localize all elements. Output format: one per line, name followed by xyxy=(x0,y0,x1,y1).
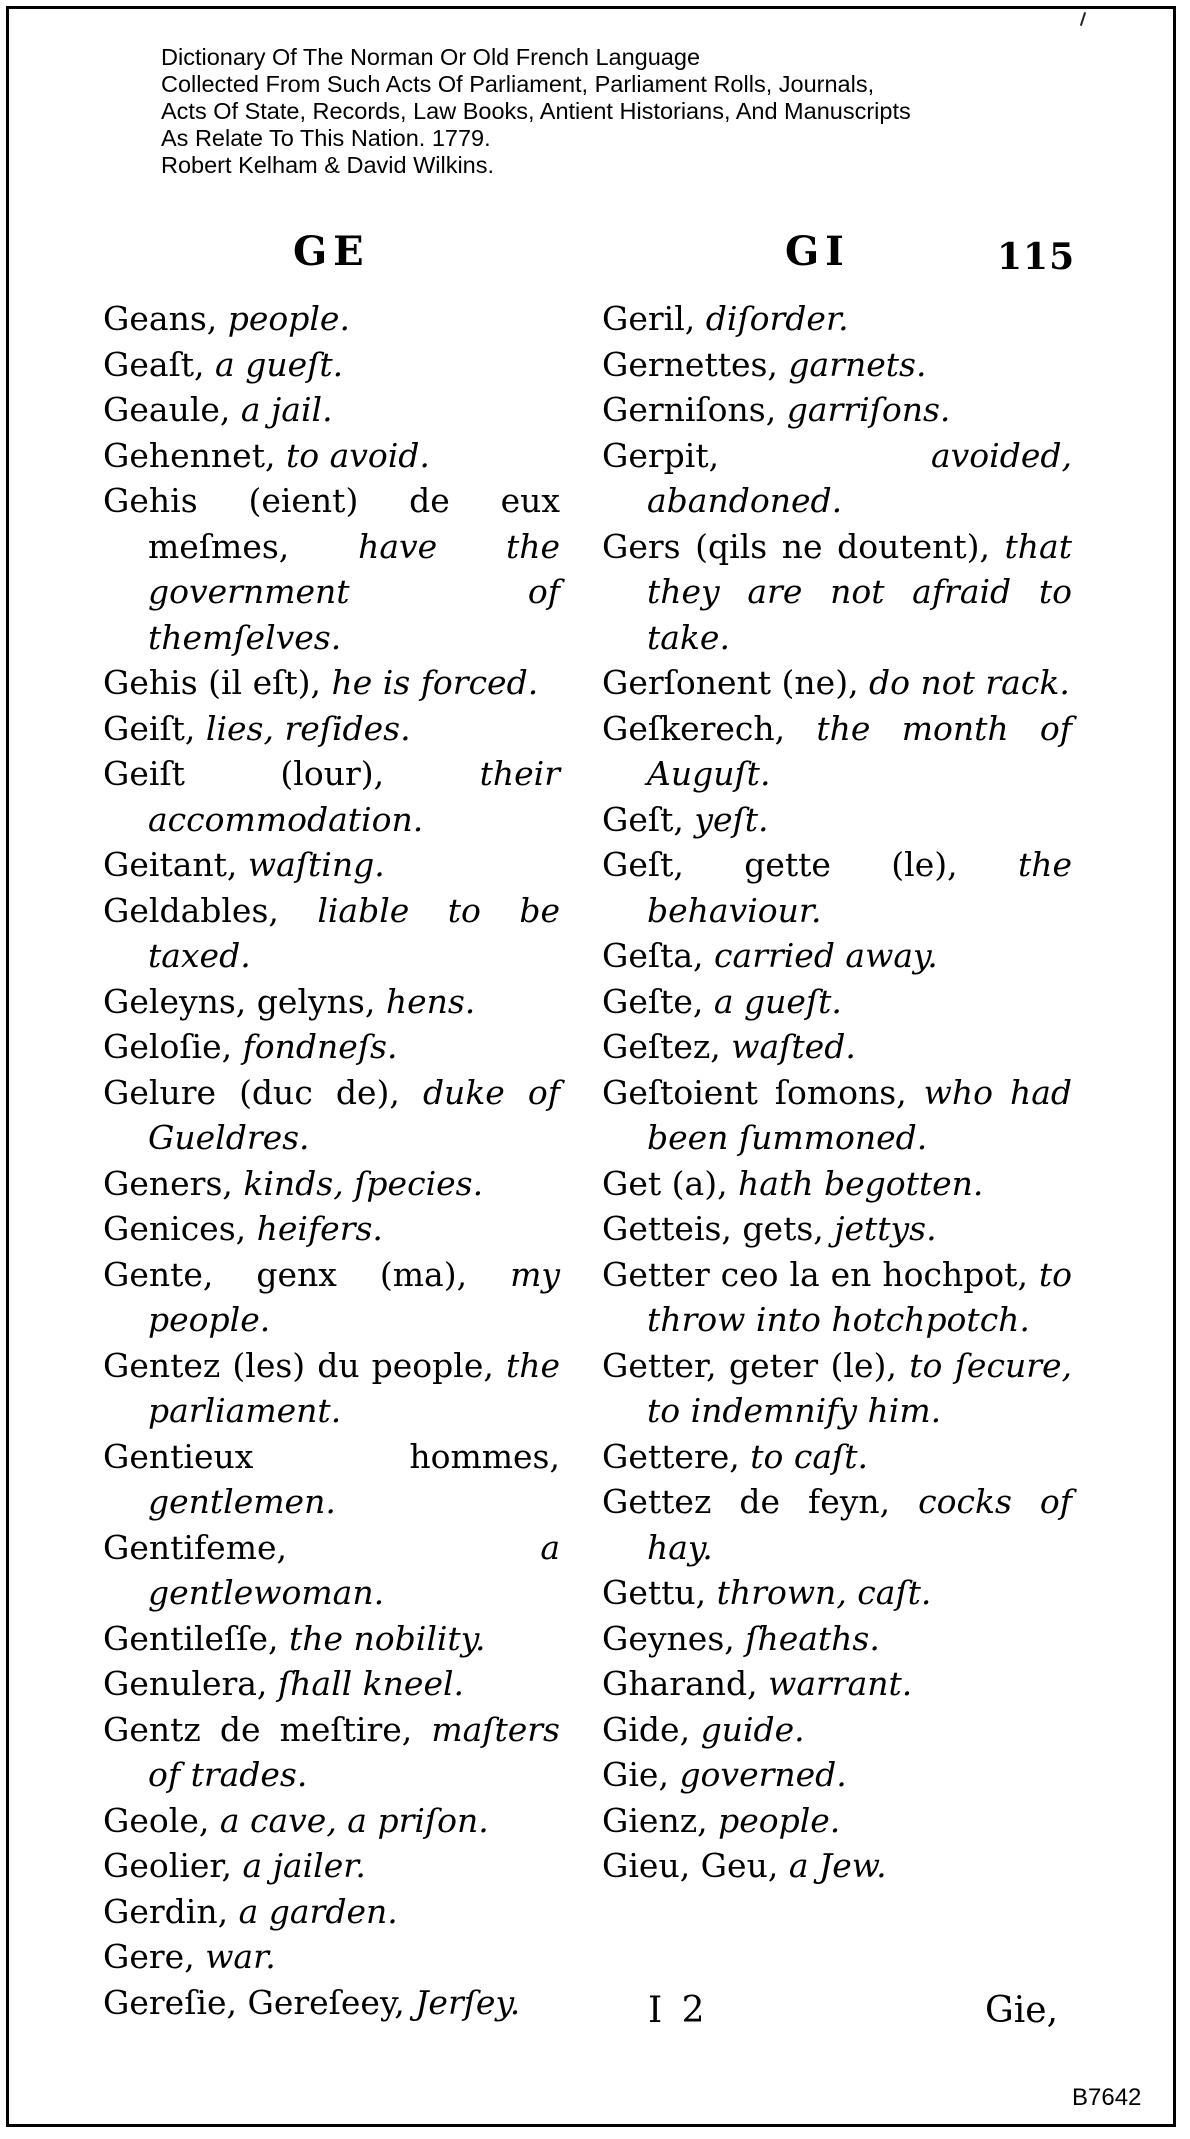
entry-definition: their accommodation. xyxy=(148,754,560,839)
entry-definition: diſorder. xyxy=(705,299,849,338)
entry-headword: Geolier, xyxy=(103,1846,243,1885)
dictionary-entry xyxy=(602,387,1072,433)
dictionary-entry xyxy=(602,660,1072,706)
dictionary-entry xyxy=(103,1661,560,1707)
entry-definition: maſters of trades. xyxy=(148,1709,560,1794)
entry-definition: duke of Gueldres. xyxy=(148,1072,560,1157)
dictionary-entry xyxy=(103,842,560,888)
entry-definition: people. xyxy=(718,1800,841,1840)
dictionary-entry xyxy=(602,797,1072,843)
entry-definition: to ſecure, to indemnify him. xyxy=(647,1345,1072,1430)
entry-definition: the parliament. xyxy=(148,1345,560,1430)
dictionary-entry xyxy=(103,1843,560,1889)
entry-headword: Gehennet, xyxy=(103,435,286,475)
entry-headword: Gharand, xyxy=(602,1664,769,1703)
entry-headword: Geitant, xyxy=(103,845,248,884)
dictionary-entry xyxy=(602,1024,1072,1070)
dictionary-entry xyxy=(103,1206,560,1252)
entry-headword: Geſkerech, xyxy=(602,708,817,748)
entry-headword: Gerdin, xyxy=(103,1891,239,1931)
entry-definition: to throw into hotchpotch. xyxy=(647,1254,1072,1339)
entry-definition: he is forced. xyxy=(331,663,539,702)
entry-headword: Genulera, xyxy=(103,1664,278,1703)
entry-headword: Gers (qils ne doutent), xyxy=(602,526,1005,566)
entry-headword: Geril, xyxy=(602,299,706,338)
dictionary-entry xyxy=(103,1070,560,1161)
entry-definition: waſting. xyxy=(247,845,385,884)
entry-definition: ſhall kneel. xyxy=(277,1664,465,1703)
right-column xyxy=(602,296,1072,1889)
dictionary-entry xyxy=(602,1479,1072,1570)
dictionary-entry xyxy=(103,1434,560,1525)
entry-headword: Geiſt, xyxy=(103,708,206,748)
entry-definition: a jail. xyxy=(240,390,333,429)
entry-headword: Gerpit, xyxy=(602,435,931,475)
entry-headword: Gereſie, Gereſeey, xyxy=(103,1982,416,2022)
entry-headword: Gieu, Geu, xyxy=(602,1846,789,1885)
entry-headword: Geſta, xyxy=(602,936,715,975)
dictionary-entry xyxy=(103,888,560,979)
metadata-block xyxy=(161,44,1061,179)
dictionary-entry xyxy=(602,1252,1072,1343)
entry-headword: Gehis (il eſt), xyxy=(103,663,332,702)
entry-definition: gentlemen. xyxy=(148,1482,336,1521)
dictionary-entry xyxy=(602,1752,1072,1798)
entry-definition: garnets. xyxy=(788,344,927,384)
entry-definition: a jailer. xyxy=(242,1846,366,1885)
entry-headword: Genices, xyxy=(103,1209,257,1248)
metadata-line: Collected From Such Acts Of Parliament, Parliament Rolls, Journals, xyxy=(161,71,875,97)
entry-headword: Geleyns, gelyns, xyxy=(103,981,386,1021)
dictionary-entry xyxy=(602,433,1072,524)
dictionary-entry xyxy=(602,1434,1072,1480)
dictionary-entry xyxy=(602,1206,1072,1252)
entry-definition: the nobility. xyxy=(288,1618,486,1658)
metadata-line: Acts Of State, Records, Law Books, Antient Historians, And Manuscripts xyxy=(161,98,911,124)
entry-definition: cocks of hay. xyxy=(647,1482,1072,1567)
dictionary-entry xyxy=(602,1707,1072,1753)
dictionary-entry xyxy=(103,387,560,433)
entry-headword: Geſte, xyxy=(602,981,714,1021)
dictionary-entry xyxy=(103,1343,560,1434)
entry-definition: heifers. xyxy=(256,1209,383,1248)
entry-definition: hens. xyxy=(385,981,476,1021)
entry-definition: to caſt. xyxy=(750,1436,868,1476)
entry-headword: Getter, geter (le), xyxy=(602,1345,910,1385)
entry-headword: Geloſie, xyxy=(103,1027,243,1066)
page-footer xyxy=(0,1990,1190,2040)
entry-headword: Gernettes, xyxy=(602,344,789,384)
dictionary-entry xyxy=(103,1525,560,1616)
entry-headword: Gente, genx (ma), xyxy=(103,1254,511,1294)
entry-definition: jettys. xyxy=(834,1209,937,1248)
entry-definition: garriſons. xyxy=(786,390,951,429)
dictionary-entry xyxy=(602,1661,1072,1707)
entry-definition: ſheaths. xyxy=(745,1618,880,1658)
entry-definition: who had been ſummoned. xyxy=(647,1072,1072,1157)
dictionary-entry xyxy=(602,706,1072,797)
entry-definition: Jerſey. xyxy=(415,1982,521,2022)
dictionary-entry xyxy=(103,1616,560,1662)
dictionary-entry xyxy=(103,342,560,388)
dictionary-entry xyxy=(103,1934,560,1980)
left-column xyxy=(103,296,560,2025)
entry-headword: Geaſt, xyxy=(103,344,216,384)
dictionary-entry xyxy=(602,1161,1072,1207)
entry-headword: Geſtez, xyxy=(602,1027,732,1066)
entry-definition: war. xyxy=(205,1937,276,1976)
dictionary-entry xyxy=(602,296,1072,342)
entry-definition: people. xyxy=(227,299,350,338)
entry-definition: kinds, ſpecies. xyxy=(243,1163,484,1203)
entry-definition: a gueſt. xyxy=(215,344,344,384)
entry-headword: Gide, xyxy=(602,1709,701,1749)
entry-definition: a cave, a priſon. xyxy=(219,1800,489,1840)
dictionary-entry xyxy=(103,979,560,1025)
entry-definition: waſted. xyxy=(731,1027,856,1066)
entry-headword: Geiſt (lour), xyxy=(103,754,480,793)
entry-definition: have the government of themſelves. xyxy=(148,526,560,657)
dictionary-entry xyxy=(103,478,560,660)
reference-code: B7642 xyxy=(1072,2084,1142,2111)
entry-headword: Gentz de meſtire, xyxy=(103,1709,432,1749)
entry-definition: governed. xyxy=(679,1755,847,1794)
left-column-heading: GE xyxy=(293,228,370,275)
entry-headword: Gentieux hommes, xyxy=(103,1436,560,1476)
entry-headword: Gettu, xyxy=(602,1573,717,1612)
right-column-heading: GI xyxy=(785,228,850,275)
dictionary-entry xyxy=(602,342,1072,388)
entry-headword: Getter ceo la en hochpot, xyxy=(602,1254,1039,1294)
entry-headword: Gettez de feyn, xyxy=(602,1482,919,1521)
dictionary-entry xyxy=(103,1798,560,1844)
entry-headword: Geſt, gette (le), xyxy=(602,845,1018,884)
dictionary-entry xyxy=(103,1252,560,1343)
entry-headword: Gelure (duc de), xyxy=(103,1072,423,1112)
entry-headword: Gettere, xyxy=(602,1436,751,1476)
entry-headword: Gentifeme, xyxy=(103,1527,541,1567)
dictionary-entry xyxy=(103,1707,560,1798)
entry-definition: carried away. xyxy=(714,936,938,975)
signature-mark: I 2 xyxy=(648,1990,709,2031)
dictionary-entry xyxy=(602,524,1072,661)
entry-headword: Geynes, xyxy=(602,1618,746,1658)
entry-headword: Geole, xyxy=(103,1800,220,1840)
entry-definition: guide. xyxy=(700,1709,805,1749)
entry-headword: Geldables, xyxy=(103,890,318,930)
entry-definition: the behaviour. xyxy=(647,845,1072,930)
entry-definition: hath begotten. xyxy=(738,1163,984,1203)
entry-definition: that they are not afraid to take. xyxy=(647,526,1072,657)
entry-headword: Gie, xyxy=(602,1755,680,1794)
entry-definition: my people. xyxy=(148,1254,560,1339)
entry-headword: Gere, xyxy=(103,1937,206,1976)
entry-definition: a gentlewoman. xyxy=(148,1527,560,1612)
dictionary-entry xyxy=(602,979,1072,1025)
dictionary-entry xyxy=(103,1161,560,1207)
entry-definition: lies, reſides. xyxy=(205,708,411,748)
dictionary-entry xyxy=(602,1843,1072,1889)
entry-headword: Geans, xyxy=(103,299,228,338)
page-number: 115 xyxy=(997,236,1076,278)
entry-headword: Geners, xyxy=(103,1163,244,1203)
entry-headword: Gienz, xyxy=(602,1800,719,1840)
entry-definition: yeſt. xyxy=(694,799,769,839)
entry-definition: a Jew. xyxy=(788,1846,887,1885)
entry-headword: Gerniſons, xyxy=(602,390,787,429)
entry-definition: a garden. xyxy=(238,1891,398,1931)
dictionary-entry xyxy=(602,842,1072,933)
dictionary-entry xyxy=(602,933,1072,979)
entry-headword: Gentileſſe, xyxy=(103,1618,289,1658)
entry-headword: Gerſonent (ne), xyxy=(602,663,870,702)
entry-definition: a gueſt. xyxy=(713,981,842,1021)
dictionary-entry xyxy=(602,1343,1072,1434)
catchword: Gie, xyxy=(985,1990,1059,2031)
dictionary-entry xyxy=(103,296,560,342)
dictionary-entry xyxy=(103,706,560,752)
entry-definition: the month of Auguſt. xyxy=(647,708,1072,793)
entry-definition: do not rack. xyxy=(869,663,1070,702)
entry-headword: Geſtoient ſomons, xyxy=(602,1072,924,1112)
entry-definition: warrant. xyxy=(768,1664,913,1703)
entry-definition: liable to be taxed. xyxy=(148,890,560,975)
entry-headword: Getteis, gets, xyxy=(602,1209,835,1248)
page-header xyxy=(0,228,1190,288)
entry-definition: fondneſs. xyxy=(242,1027,398,1066)
dictionary-entry xyxy=(103,1889,560,1935)
entry-headword: Geſt, xyxy=(602,799,695,839)
dictionary-entry xyxy=(602,1570,1072,1616)
dictionary-entry xyxy=(103,433,560,479)
metadata-line: As Relate To This Nation. 1779. xyxy=(161,125,491,151)
dictionary-entry xyxy=(602,1616,1072,1662)
entry-definition: to avoid. xyxy=(285,435,430,475)
dictionary-entry xyxy=(103,751,560,842)
dictionary-entry xyxy=(602,1070,1072,1161)
entry-headword: Get (a), xyxy=(602,1163,739,1203)
entry-definition: thrown, caſt. xyxy=(716,1573,932,1612)
metadata-line: Robert Kelham & David Wilkins. xyxy=(161,152,495,178)
dictionary-entry xyxy=(103,1024,560,1070)
entry-headword: Geaule, xyxy=(103,390,241,429)
entry-headword: Gehis (eient) de eux meſmes, xyxy=(103,481,560,566)
metadata-line: Dictionary Of The Norman Or Old French Language xyxy=(161,44,701,70)
dictionary-entry xyxy=(602,1798,1072,1844)
entry-headword: Gentez (les) du people, xyxy=(103,1345,506,1385)
entry-definition: avoided, abandoned. xyxy=(647,435,1072,520)
dictionary-entry xyxy=(103,660,560,706)
